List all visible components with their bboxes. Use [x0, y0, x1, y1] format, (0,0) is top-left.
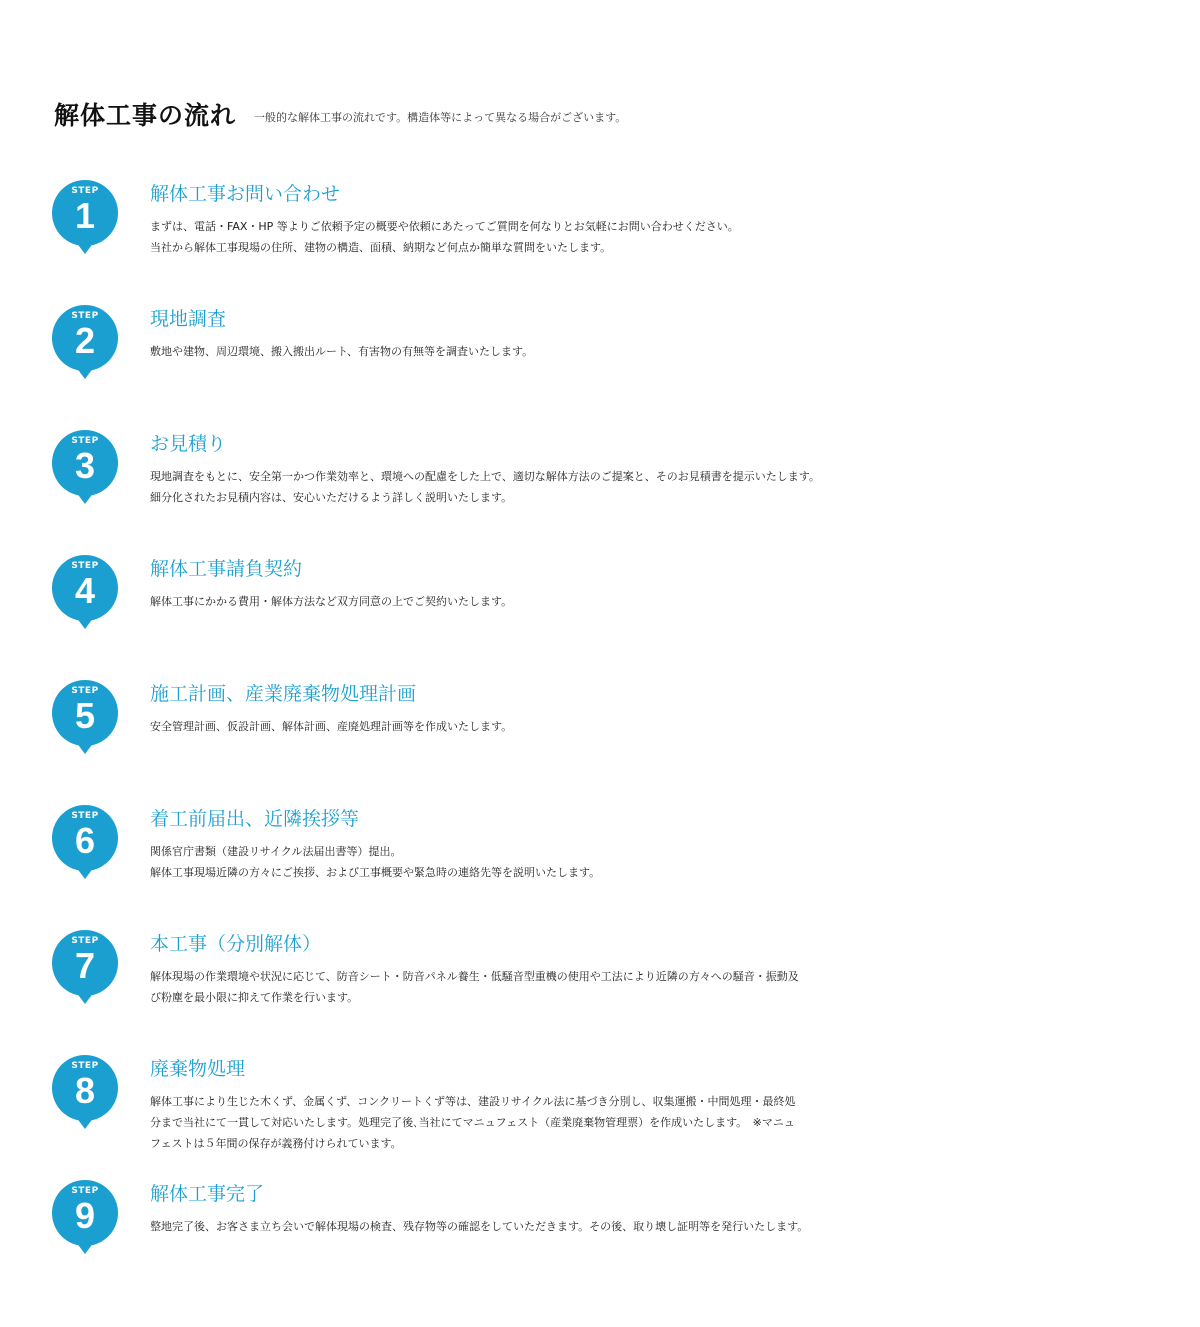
step-badge — [52, 555, 118, 635]
step-title: 廃棄物処理 — [150, 1058, 246, 1080]
step-number: 8 — [74, 1070, 96, 1111]
step-number: 7 — [74, 945, 96, 986]
step-content — [150, 305, 930, 362]
step-badge — [52, 430, 118, 510]
step-number: 6 — [74, 820, 96, 861]
step-number: 1 — [74, 195, 96, 236]
step-title: 施工計画、産業廃棄物処理計画 — [150, 683, 417, 705]
step-content — [150, 1055, 930, 1154]
step-number: 2 — [74, 320, 96, 361]
step-description: 安全管理計画、仮設計画、解体計画、産廃処理計画等を作成いたします。 — [150, 720, 513, 733]
step-badge — [52, 305, 118, 385]
step-badge — [52, 180, 118, 260]
step-description: 敷地や建物、周辺環境、搬入搬出ルート、有害物の有無等を調査いたします。 — [150, 345, 534, 358]
page-subtitle: 一般的な解体工事の流れです。構造体等によって異なる場合がございます。 — [254, 111, 627, 124]
step-description: 解体現場の作業環境や状況に応じて、防音シート・防音パネル養生・低騒音型重機の使用や工法により近隣の方々への騒音・振動及 び粉塵を最小限に抑えて作業を行います。 — [150, 970, 799, 1004]
step-content — [150, 805, 930, 883]
step-content — [150, 930, 930, 1008]
step-description: まずは、電話・FAX・HP 等よりご依頼予定の概要や依頼にあたってご質問を何なりとお気軽にお問い合わせください。 当社から解体工事現場の住所、建物の構造、面積、納期など何点か簡単な質問をいたします。 — [150, 220, 739, 254]
step-badge-label: STEP — [71, 436, 99, 446]
step-content — [150, 555, 930, 612]
step-number: 5 — [74, 695, 96, 736]
step-badge-label: STEP — [71, 311, 99, 321]
step-number: 9 — [74, 1195, 96, 1236]
page-title: 解体工事の流れ — [54, 101, 237, 130]
step-title: 現地調査 — [150, 308, 227, 330]
step-badge — [52, 680, 118, 760]
step-badge-label: STEP — [71, 561, 99, 571]
step-content — [150, 1180, 930, 1237]
step-badge — [52, 805, 118, 885]
step-badge-label: STEP — [71, 686, 99, 696]
step-title: お見積り — [150, 433, 227, 455]
step-description: 解体工事にかかる費用・解体方法など双方同意の上でご契約いたします。 — [150, 595, 513, 608]
step-content — [150, 180, 930, 258]
step-badge — [52, 1180, 118, 1260]
step-number: 4 — [74, 570, 96, 611]
step-content — [150, 680, 930, 737]
step-content — [150, 430, 930, 508]
step-title: 本工事（分別解体） — [150, 933, 322, 955]
step-description: 関係官庁書類（建設リサイクル法届出書等）提出。 解体工事現場近隣の方々にご挨拶、および工事概要や緊急時の連絡先等を説明いたします。 — [150, 845, 601, 879]
step-badge — [52, 1055, 118, 1135]
step-description: 現地調査をもとに、安全第一かつ作業効率と、環境への配慮をした上で、適切な解体方法のご提案と、そのお見積書を提示いたします。 細分化されたお見積内容は、安心いただけるよう詳しく説明いたします。 — [150, 470, 820, 504]
step-badge-label: STEP — [71, 936, 99, 946]
step-title: 解体工事請負契約 — [150, 558, 303, 580]
step-badge — [52, 930, 118, 1010]
step-description: 解体工事により生じた木くず、金属くず、コンクリートくず等は、建設リサイクル法に基づき分別し、収集運搬・中間処理・最終処 分まで当社にて一貫して対応いたします。処理完了後､当社にてマニュフェスト（産業廃棄物管理票）を作成いたします。 ※マニュ フェストは５年間の保存が義務付けられています。 — [150, 1095, 796, 1150]
step-badge-label: STEP — [71, 811, 99, 821]
step-badge-label: STEP — [71, 186, 99, 196]
step-number: 3 — [74, 445, 96, 486]
step-title: 解体工事お問い合わせ — [150, 183, 341, 205]
page-header — [54, 96, 626, 132]
step-title: 着工前届出、近隣挨拶等 — [150, 808, 360, 830]
step-description: 整地完了後、お客さま立ち会いで解体現場の検査、残存物等の確認をしていただきます。その後、取り壊し証明等を発行いたします。 — [150, 1220, 809, 1233]
step-badge-label: STEP — [71, 1186, 99, 1196]
step-badge-label: STEP — [71, 1061, 99, 1071]
step-title: 解体工事完了 — [150, 1183, 265, 1205]
